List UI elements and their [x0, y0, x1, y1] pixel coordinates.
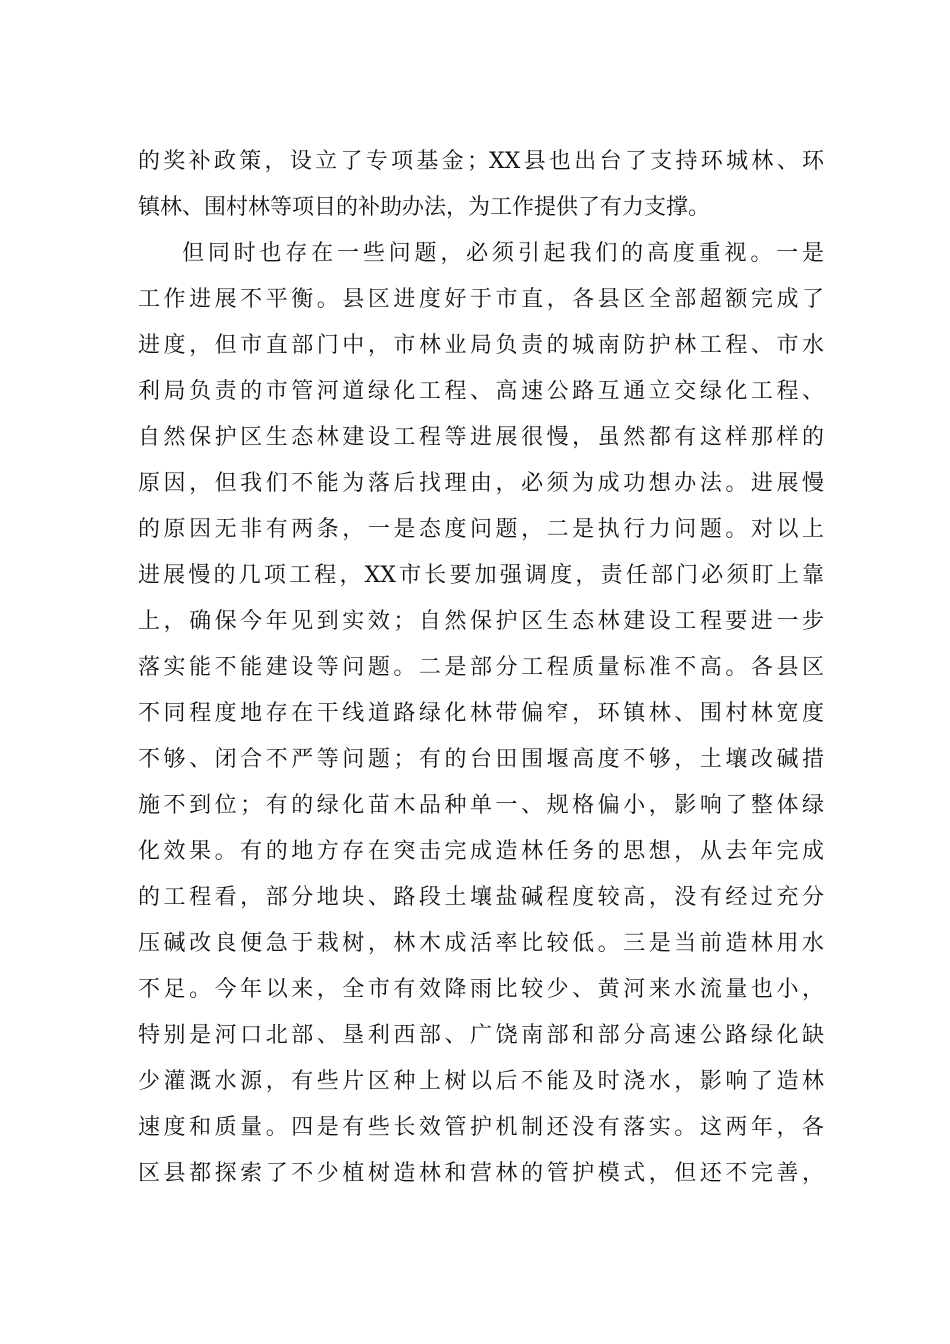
text-line-2: 镇林、围村林等项目的补助办法，为工作提供了有力支撑。 — [138, 195, 711, 220]
text-line-17: 的工程看，部分地块、路段土壤盐碱程度较高，没有经过充分 — [138, 885, 824, 910]
text-line-11: 上，确保今年见到实效；自然保护区生态林建设工程要进一步 — [138, 609, 824, 634]
text-line-19: 不足。今年以来，全市有效降雨比较少、黄河来水流量也小， — [138, 977, 824, 1002]
text-line-6: 利局负责的市管河道绿化工程、高速公路互通立交绿化工程、 — [138, 379, 824, 404]
text-line-12: 落实能不能建设等问题。二是部分工程质量标准不高。各县区 — [138, 655, 824, 680]
text-line-8: 原因，但我们不能为落后找理由，必须为成功想办法。进展慢 — [138, 471, 824, 496]
text-line-4: 工作进展不平衡。县区进度好于市直，各县区全部超额完成了 — [138, 287, 824, 312]
text-line-1: 的奖补政策，设立了专项基金；XX县也出台了支持环城林、环 — [138, 149, 824, 174]
text-line-22: 速度和质量。四是有些长效管护机制还没有落实。这两年，各 — [138, 1115, 824, 1140]
text-line-15: 施不到位；有的绿化苗木品种单一、规格偏小，影响了整体绿 — [138, 793, 824, 818]
text-line-10: 进展慢的几项工程，XX市长要加强调度，责任部门必须盯上靠 — [138, 563, 824, 588]
text-line-16: 化效果。有的地方存在突击完成造林任务的思想，从去年完成 — [138, 839, 824, 864]
text-line-20: 特别是河口北部、垦利西部、广饶南部和部分高速公路绿化缺 — [138, 1023, 824, 1048]
text-line-21: 少灌溉水源，有些片区种上树以后不能及时浇水，影响了造林 — [138, 1069, 824, 1094]
text-line-7: 自然保护区生态林建设工程等进展很慢，虽然都有这样那样的 — [138, 425, 824, 450]
text-line-18: 压碱改良便急于栽树，林木成活率比较低。三是当前造林用水 — [138, 931, 824, 956]
text-line-5: 进度，但市直部门中，市林业局负责的城南防护林工程、市水 — [138, 333, 824, 358]
text-line-13: 不同程度地存在干线道路绿化林带偏窄，环镇林、围村林宽度 — [138, 701, 824, 726]
text-line-3: 但同时也存在一些问题，必须引起我们的高度重视。一是 — [182, 241, 824, 266]
text-line-23: 区县都探索了不少植树造林和营林的管护模式，但还不完善， — [138, 1161, 824, 1186]
text-line-14: 不够、闭合不严等问题；有的台田围堰高度不够，土壤改碱措 — [138, 747, 824, 772]
text-line-9: 的原因无非有两条，一是态度问题，二是执行力问题。对以上 — [138, 517, 824, 542]
